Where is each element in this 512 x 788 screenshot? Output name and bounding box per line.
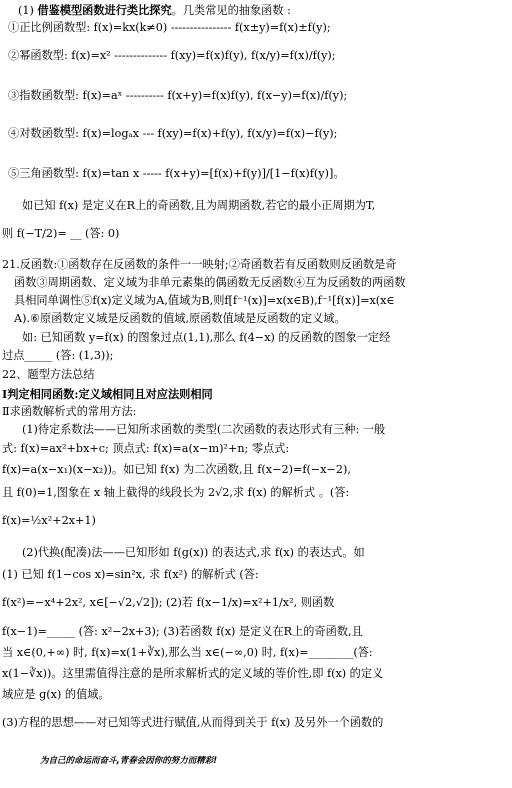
- line-18: 式: f(x)=ax²+bx+c; 顶点式: f(x)=a(x−m)²+n; 零点式:: [2, 442, 290, 455]
- line-13: 过点_____ (答: (1,3));: [2, 349, 114, 362]
- line-29: (3)方程的思想——对已知等式进行赋值,从而得到关于 f(x) 及另外一个函数的: [2, 716, 384, 729]
- line-1: ①正比例函数型: f(x)=kx(k≠0) ---------------- f(x±y)=f(x)±f(y);: [8, 21, 331, 34]
- line-24: f(x²)=−x⁴+2x², x∈[−√2,√2]); (2)若 f(x−1/x)=x²+1/x², 则函数: [2, 596, 335, 609]
- line-4: ④对数函数型: f(x)=logₐx --- f(xy)=f(x)+f(y), f(x/y)=f(x)−f(y);: [8, 127, 338, 140]
- line-17: (1)待定系数法——已知所求函数的类型(二次函数的表达形式有三种: 一般: [22, 423, 386, 436]
- line-26: 当 x∈(0,+∞) 时, f(x)=x(1+∛x),那么当 x∈(−∞,0) 时, f(x)=________(答:: [2, 646, 373, 659]
- line-27: x(1−∛x))。这里需值得注意的是所求解析式的定义域的等价性,即 f(x) 的定义: [2, 667, 384, 680]
- line-22: (2)代换(配凑)法——已知形如 f(g(x)) 的表达式,求 f(x) 的表达式。如: [22, 546, 365, 559]
- line-7: 则 f(−T/2)= __ (答: 0): [2, 227, 120, 240]
- line-16: Ⅱ求函数解析式的常用方法:: [2, 405, 137, 418]
- line-11: A).⑥原函数定义域是反函数的值域,原函数值域是反函数的定义域。: [14, 312, 346, 325]
- line-23: (1) 已知 f(1−cos x)=sin²x, 求 f(x²) 的解析式 (答:: [2, 568, 259, 581]
- footer-slogan: 为自己的命运而奋斗,青春会因你的努力而精彩!: [40, 756, 218, 766]
- line-14: 22、题型方法总结: [2, 368, 95, 381]
- line-8: 21.反函数:①函数存在反函数的条件一一映射;②奇函数若有反函数则反函数是奇: [2, 258, 397, 271]
- line-6: 如已知 f(x) 是定义在R上的奇函数,且为周期函数,若它的最小正周期为T,: [22, 199, 376, 212]
- line-10: 具相同单调性⑤f(x)定义域为A,值域为B,则f[f⁻¹(x)]=x(x∈B),f⁻¹[f(x)]=x(x∈: [14, 294, 395, 307]
- line-19: f(x)=a(x−x₁)(x−x₂))。如已知 f(x) 为二次函数,且 f(x−2)=f(−x−2),: [2, 463, 351, 476]
- line-5: ⑤三角函数型: f(x)=tan x ----- f(x+y)=[f(x)+f(y)]/[1−f(x)f(y)]。: [8, 167, 345, 180]
- line-28: 域应是 g(x) 的值域。: [2, 688, 110, 701]
- line-20: 且 f(0)=1,图象在 x 轴上截得的线段长为 2√2,求 f(x) 的解析式 。(答:: [2, 486, 350, 499]
- line-3: ③指数函数型: f(x)=aˣ ---------- f(x+y)=f(x)f(y), f(x−y)=f(x)/f(y);: [8, 89, 348, 102]
- line-21: f(x)=½x²+2x+1): [2, 514, 96, 527]
- line-12: 如: 已知函数 y=f(x) 的图象过点(1,1),那么 f(4−x) 的反函数的图象一定经: [22, 331, 391, 344]
- line-0: (1) 借鉴模型函数进行类比探究。几类常见的抽象函数 :: [18, 3, 291, 17]
- line-15: Ⅰ判定相同函数:定义域相同且对应法则相同: [2, 387, 213, 401]
- line-25: f(x−1)=_____ (答: x²−2x+3); (3)若函数 f(x) 是定义在R上的奇函数,且: [2, 625, 363, 638]
- line-9: 函数③周期函数、定义域为非单元素集的偶函数无反函数④互为反函数的两函数: [14, 276, 406, 289]
- line-2: ②幂函数型: f(x)=x² -------------- f(xy)=f(x)f(y), f(x/y)=f(x)/f(y);: [8, 49, 336, 62]
